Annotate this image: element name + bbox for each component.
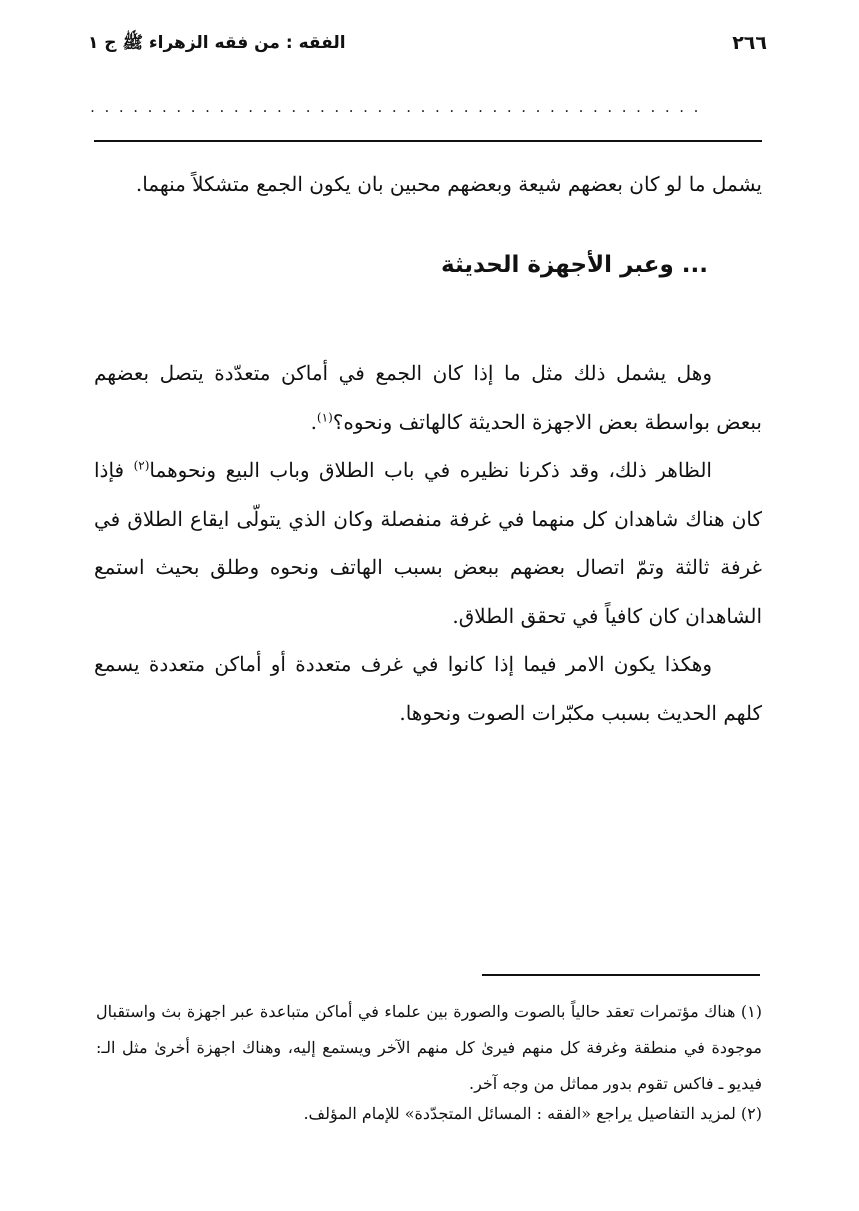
paragraph-1-text: وهل يشمل ذلك مثل ما إذا كان الجمع في أماكن متعدّدة يتصل بعضهم ببعض بواسطة بعض الاجهزة الحديثة كالهاتف ونحوه؟ xyxy=(94,361,762,434)
paragraph-2 xyxy=(94,446,762,640)
paragraph-2-text-b: فإذا كان هناك شاهدان كل منهما في غرفة منفصلة وكان الذي يتولّى ايقاع الطلاق في غرفة ثالثة وتمّ اتصال بعضهم ببعض بسبب الهاتف ونحوه وطلق بحيث استمع الشاهدان كان كافياً في تحقق الطلاق. xyxy=(94,458,762,628)
paragraph-1 xyxy=(94,349,762,446)
paragraph-2-text-a: الظاهر ذلك، وقد ذكرنا نظيره في باب الطلاق وباب البيع ونحوهما xyxy=(149,458,712,482)
ellipsis-continuation: ........................................... xyxy=(90,98,708,116)
footnote-2: (٢) لمزيد التفاصيل يراجع «الفقه : المسائل المتجدّدة» للإمام المؤلف. xyxy=(303,1104,762,1123)
book-title: الفقه : من فقه الزهراء ﷺ ج ١ xyxy=(88,33,346,53)
footnote-1: (١) هناك مؤتمرات تعقد حالياً بالصوت والصورة بين علماء في أماكن متباعدة عبر اجهزة بث واستقبال موجودة في منطقة وغرفة كل منهم فيرىٰ كل منهم الآخر ويستمع إليه، وهناك اجهزة أخرىٰ مثل الـ: فيديو ـ فاكس تقوم بدور مماثل من وجه آخر. xyxy=(96,1002,762,1093)
intro-text: يشمل ما لو كان بعضهم شيعة وبعضهم محبين بان يكون الجمع متشكلاً منهما. xyxy=(135,172,762,196)
paragraph-3-text: وهكذا يكون الامر فيما إذا كانوا في غرف متعددة أو أماكن متعددة يسمع كلهم الحديث بسبب مكبّرات الصوت ونحوها. xyxy=(94,652,762,725)
footnote-ref-1: (١) xyxy=(316,409,333,424)
header-rule xyxy=(94,140,762,142)
section-heading: ... وعبر الأجهزة الحديثة xyxy=(441,252,708,278)
footnotes xyxy=(96,994,762,1132)
footnote-ref-2: (٢) xyxy=(133,458,150,473)
paragraph-3 xyxy=(94,640,762,737)
page-number: ٢٦٦ xyxy=(732,32,767,54)
footnote-rule xyxy=(482,974,760,976)
body-text xyxy=(94,349,762,737)
running-header xyxy=(88,30,767,64)
paragraph-1-tail: . xyxy=(310,409,317,434)
